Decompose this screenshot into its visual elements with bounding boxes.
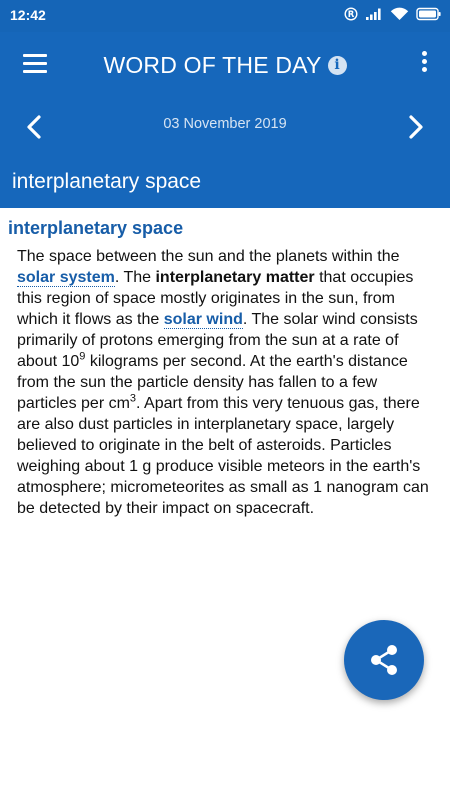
app-title: WORD OF THE DAY (103, 52, 322, 78)
battery-icon (416, 7, 442, 26)
chevron-right-icon[interactable] (400, 112, 430, 142)
signal-icon (365, 7, 383, 26)
link-solar-wind[interactable]: solar wind (163, 311, 243, 328)
share-icon (366, 642, 402, 678)
svg-text:R: R (347, 9, 355, 20)
app-bar (0, 32, 450, 208)
definition-segment: that occupies this region of space mostly originates in the sun, from which it flows as the (17, 269, 414, 328)
definition-segment: . Apart from this very tenuous gas, there are also dust particles in interplanetary space, largely believed to originate in the belt of asteroids. Particles weighing about 1 g produce visible meteors in the earth's atmosphere; micrometeorites as small as 1 nanogram can be detected by their impact on spacecraft. (17, 395, 429, 517)
date-label: 03 November 2019 (163, 116, 287, 132)
more-vert-icon[interactable] (414, 48, 434, 80)
definition-text (17, 246, 437, 519)
info-icon[interactable]: i (328, 56, 347, 75)
definition-segment: The space between the sun and the planets within the (17, 248, 400, 265)
definition-segment: . The (114, 269, 156, 286)
term-title: interplanetary space (8, 218, 184, 238)
definition-segment: . The solar wind consists primarily of protons emerging from the sun at a rate of about 10 (17, 311, 418, 370)
link-solar-system[interactable]: solar system (17, 269, 115, 286)
registered-icon (344, 7, 358, 26)
status-icons (344, 5, 442, 27)
bold-interplanetary-matter: interplanetary matter (155, 269, 315, 286)
share-button[interactable] (344, 620, 424, 700)
status-bar (0, 0, 450, 32)
status-time: 12:42 (10, 7, 46, 23)
app-title-wrap (0, 52, 450, 79)
definition-segment: kilograms per second. At the earth's distance from the sun the particle density has fallen to a few particles per cm (17, 353, 408, 412)
entry-heading: interplanetary space (12, 170, 202, 193)
superscript: 9 (79, 350, 86, 363)
wifi-icon (390, 7, 409, 26)
superscript: 3 (129, 392, 137, 405)
